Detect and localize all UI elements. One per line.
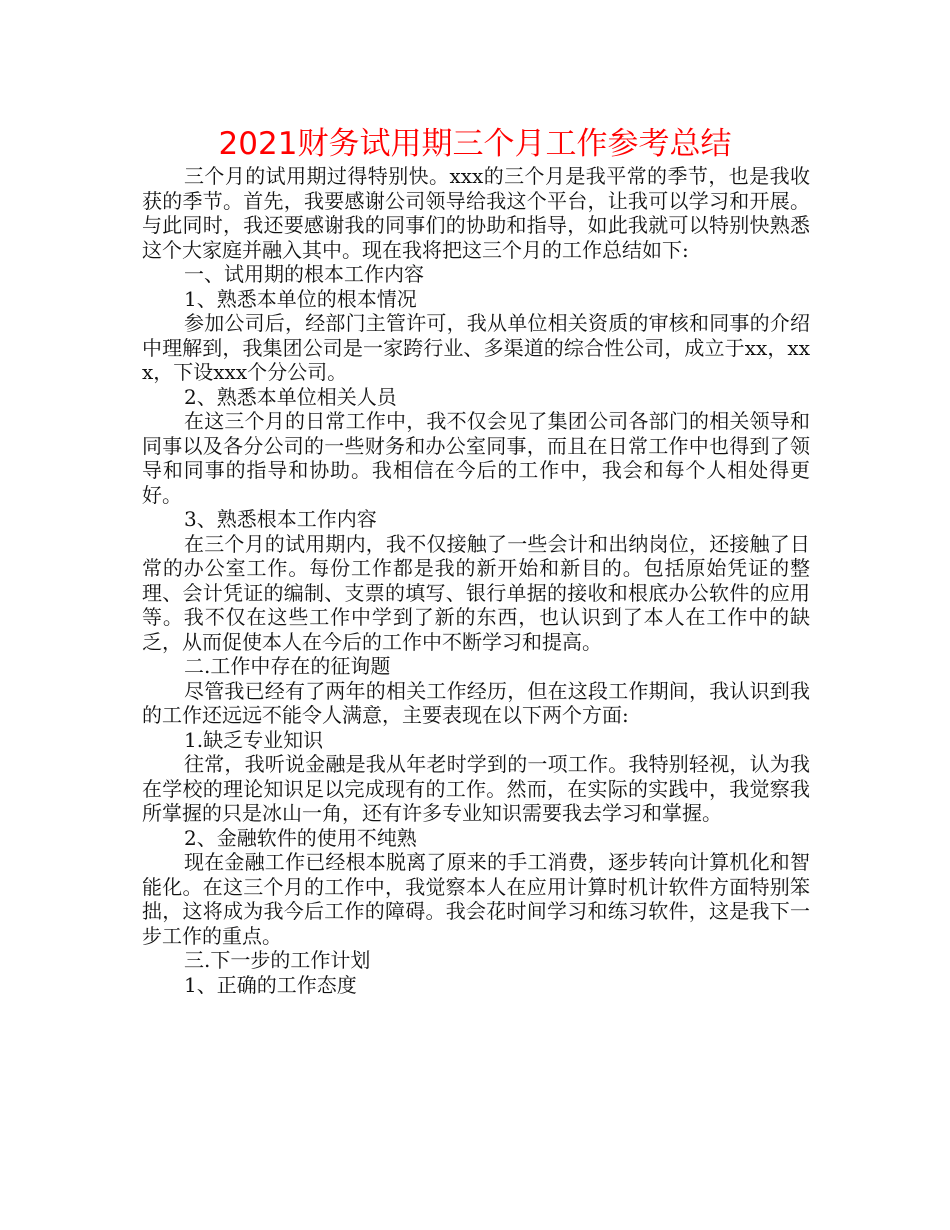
subsection-heading: 2、金融软件的使用不纯熟	[184, 825, 417, 850]
paragraph: 尽管我已经有了两年的相关工作经历，但在这段工作期间，我认识到我的工作还远远不能令人满意，主要表现在以下两个方面:	[142, 678, 810, 727]
section-heading: 一、试用期的根本工作内容	[184, 262, 424, 286]
paragraph: 参加公司后，经部门主管许可，我从单位相关资质的审核和同事的介绍中理解到，我集团公司是一家跨行业、多渠道的综合性公司，成立于xx，xxx，下设xxx个分公司。	[142, 311, 810, 384]
paragraph: 在这三个月的日常工作中，我不仅会见了集团公司各部门的相关领导和同事以及各分公司的一些财务和办公室同事，而且在日常工作中也得到了领导和同事的指导和协助。我相信在今后的工作中，我会和每个人相处得更好。	[142, 409, 810, 507]
document-body	[142, 164, 810, 997]
subsection-heading: 1、正确的工作态度	[184, 972, 357, 997]
document-title: 2021财务试用期三个月工作参考总结	[218, 126, 732, 162]
subsection-heading: 2、熟悉本单位相关人员	[184, 384, 397, 409]
paragraph: 在三个月的试用期内，我不仅接触了一些会计和出纳岗位，还接触了日常的办公室工作。每份工作都是我的新开始和新目的。包括原始凭证的整理、会计凭证的编制、支票的填写、银行单据的接收和根底办公软件的应用等。我不仅在这些工作中学到了新的东西，也认识到了本人在工作中的缺乏，从而促使本人在今后的工作中不断学习和提高。	[142, 531, 810, 654]
subsection-heading: 1.缺乏专业知识	[184, 727, 324, 752]
paragraph: 往常，我听说金融是我从年老时学到的一项工作。我特别轻视，认为我在学校的理论知识足以完成现有的工作。然而，在实际的实践中，我觉察我所掌握的只是冰山一角，还有许多专业知识需要我去学习和掌握。	[142, 752, 810, 825]
paragraph-intro: 三个月的试用期过得特别快。xxx的三个月是我平常的季节，也是我收获的季节。首先，我要感谢公司领导给我这个平台，让我可以学习和开展。与此同时，我还要感谢我的同事们的协助和指导，如此我就可以特别快熟悉这个大家庭并融入其中。现在我将把这三个月的工作总结如下:	[142, 164, 810, 262]
paragraph: 现在金融工作已经根本脱离了原来的手工消费，逐步转向计算机化和智能化。在这三个月的工作中，我觉察本人在应用计算时机计软件方面特别笨拙，这将成为我今后工作的障碍。我会花时间学习和练习软件，这是我下一步工作的重点。	[142, 850, 810, 948]
subsection-heading: 3、熟悉根本工作内容	[184, 507, 377, 531]
subsection-heading: 1、熟悉本单位的根本情况	[184, 286, 417, 311]
section-heading: 二.工作中存在的征询题	[184, 654, 391, 678]
section-heading: 三.下一步的工作计划	[184, 948, 371, 972]
